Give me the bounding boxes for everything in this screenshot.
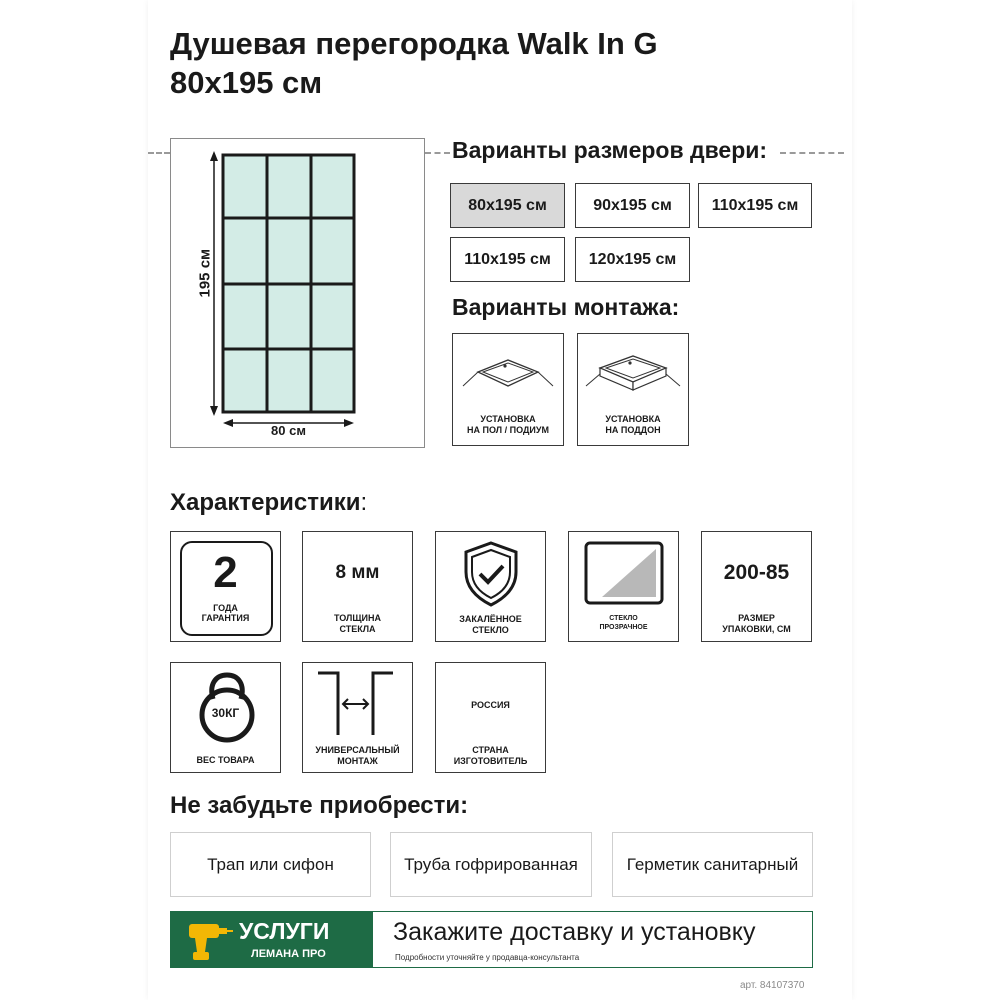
accessory-drain[interactable]: Трап или сифон — [170, 832, 371, 897]
dashed-guide-middle — [425, 152, 450, 154]
spec-thickness — [302, 531, 413, 642]
thickness-line-1: ТОЛЩИНА — [333, 613, 381, 623]
package-line-1: РАЗМЕР — [738, 613, 775, 623]
services-badge — [171, 912, 373, 967]
universal-mount-line-1: УНИВЕРСАЛЬНЫЙ — [315, 745, 400, 755]
width-dimension-label: 80 см — [271, 423, 306, 438]
buy-title: Не забудьте приобрести: — [170, 792, 469, 819]
country-line-1: СТРАНА — [472, 745, 509, 755]
door-drawing-frame — [170, 138, 425, 448]
accessory-pipe[interactable]: Труба гофрированная — [390, 832, 592, 897]
page-title — [170, 24, 810, 102]
specs-title-colon: : — [360, 489, 368, 516]
mount-option-floor[interactable] — [452, 333, 564, 446]
spec-universal-mount — [302, 662, 413, 773]
warranty-line-2: ГАРАНТИЯ — [201, 613, 250, 623]
accessory-sealant[interactable]: Герметик санитарный — [612, 832, 813, 897]
country-value: РОССИЯ — [471, 700, 510, 710]
title-line-2: 80x195 см — [170, 65, 323, 100]
services-brand: ЛЕМАНА ПРО — [251, 948, 326, 960]
size-option-110x195[interactable]: 110x195 см — [698, 183, 812, 228]
spec-warranty — [170, 531, 281, 642]
mount-tray-line-1: УСТАНОВКА — [605, 414, 661, 424]
mount-title: Варианты монтажа: — [452, 294, 680, 320]
specs-title — [170, 489, 367, 517]
mount-floor-line-1: УСТАНОВКА — [480, 414, 536, 424]
glass-line-1: СТЕКЛО — [609, 615, 638, 622]
country-line-2: ИЗГОТОВИТЕЛЬ — [453, 756, 528, 766]
size-option-80x195[interactable]: 80x195 см — [450, 183, 565, 228]
glass-line-2: ПРОЗРАЧНОЕ — [599, 624, 648, 631]
mount-floor-line-2: НА ПОЛ / ПОДИУМ — [467, 425, 549, 435]
shield-check-icon — [461, 540, 521, 608]
height-dimension-label: 195 см — [196, 248, 214, 298]
services-banner[interactable] — [170, 911, 813, 968]
universal-mount-icon — [313, 669, 403, 739]
size-option-120x195[interactable]: 120x195 см — [575, 237, 690, 282]
weight-value: 30КГ — [211, 706, 240, 720]
package-value: 200-85 — [723, 561, 790, 584]
thickness-line-2: СТЕКЛА — [339, 624, 376, 634]
tempered-line-1: ЗАКАЛЁННОЕ — [459, 614, 522, 624]
dashed-guide-right — [780, 152, 844, 154]
drill-icon — [181, 916, 233, 964]
spec-glass-clear — [568, 531, 679, 642]
warranty-value: 2 — [213, 548, 238, 597]
mount-option-tray[interactable] — [577, 333, 689, 446]
tempered-line-2: СТЕКЛО — [472, 625, 509, 635]
weight-label: ВЕС ТОВАРА — [196, 755, 255, 765]
floor-install-icon — [453, 344, 563, 404]
thickness-value: 8 мм — [335, 562, 380, 583]
universal-mount-line-2: МОНТАЖ — [337, 756, 378, 766]
package-line-2: УПАКОВКИ, СМ — [722, 624, 791, 634]
article-number: арт. 84107370 — [740, 980, 805, 991]
spec-weight — [170, 662, 281, 773]
size-option-110x195-second[interactable]: 110x195 см — [450, 237, 565, 282]
services-headline: Закажите доставку и установку — [393, 918, 756, 946]
dashed-guide-left — [148, 152, 170, 154]
specs-title-text: Характеристики — [170, 489, 361, 516]
size-option-90x195[interactable]: 90x195 см — [575, 183, 690, 228]
spec-country — [435, 662, 546, 773]
door-sizes-title: Варианты размеров двери: — [452, 137, 768, 163]
spec-tempered — [435, 531, 546, 642]
title-line-1: Душевая перегородка Walk In G — [170, 26, 658, 61]
services-label: УСЛУГИ — [239, 918, 330, 944]
mount-tray-line-2: НА ПОДДОН — [605, 425, 661, 435]
services-note: Подробности уточняйте у продавца-консультанта — [395, 953, 580, 962]
spec-package-size — [701, 531, 812, 642]
clear-glass-icon — [584, 541, 664, 605]
tray-install-icon — [578, 344, 688, 404]
warranty-line-1: ГОДА — [213, 603, 238, 613]
